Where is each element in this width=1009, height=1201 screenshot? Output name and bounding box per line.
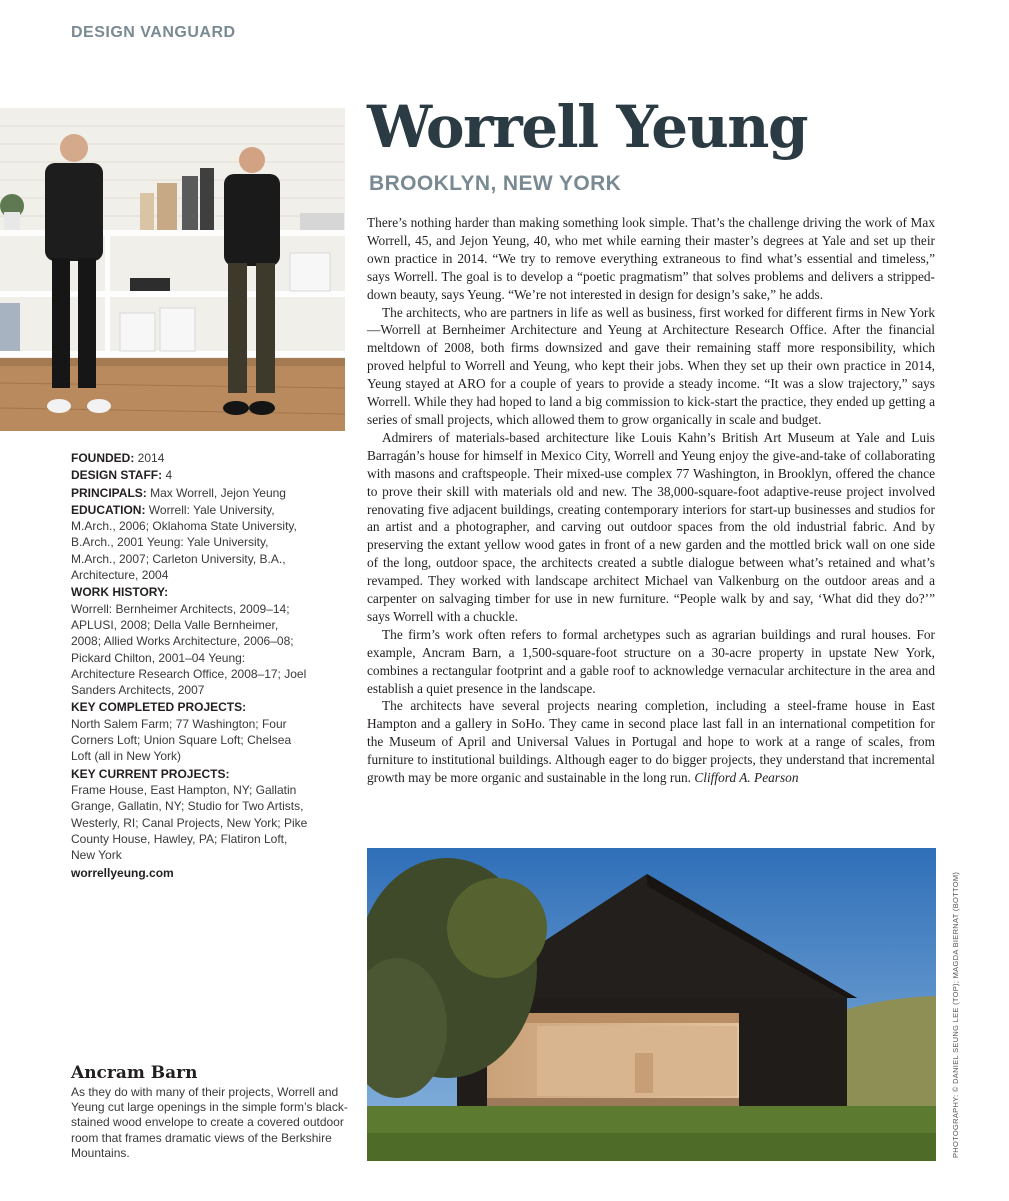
firm-facts-sidebar [71,450,311,882]
fact-founded [71,450,311,466]
fact-label: FOUNDED: [71,451,135,465]
fact-key-completed-projects [71,699,311,764]
fact-work-history [71,584,311,698]
website-link[interactable]: worrellyeung.com [71,866,174,881]
fact-label: KEY CURRENT PROJECTS: [71,766,230,781]
fact-value: 2014 [137,451,165,465]
article-paragraph: There’s nothing harder than making something look simple. That’s the challenge driving the work of Max Worrell, 45, and Jejon Yeung, 40, who met while earning their master’s degrees at Yale and set up their own practice in 2014. “We try to remove everything extraneous to find what’s essential and timeless,” says Worrell. The goal is to develop a “poetic pragmatism” that solves problems and delivers a stripped-down beauty, says Yeung. “We’re not interested in design for design’s sake,” he adds. [367,215,935,302]
fact-label: PRINCIPALS: [71,485,147,500]
section-label: DESIGN VANGUARD [71,24,236,41]
article-paragraph: Admirers of materials-based architecture like Louis Kahn’s British Art Museum at Yale and Luis Barragán’s house for himself in Mexico City, Worrell and Yeung enjoy the give-and-take of collaborating with masons and craftspeople. Their mixed-use complex 77 Washington, in Brooklyn, offered the chance to prove their skill with materials old and new. The 38,000-square-foot adaptive-reuse project involved renovating five adjacent buildings, creating contemporary interiors for start-up businesses and studios for an artist and a photographer, and carving out outdoor spaces from the old industrial fabric. And by preserving the extant yellow wood gates in front of a new garden and the mottled brick wall on one side of the long, outdoor space, the architects created a subtle dialogue between what’s retained and what’s revamped. They worked with landscape architect Michael van Valkenburg on the outdoor areas and a carpenter on salvaging timber for use in new furniture. “People walk by and say, ‘What did they do?’” says Worrell with a chuckle. [367,429,935,624]
fact-value: Max Worrell, Jejon Yeung [150,485,286,500]
fact-education [71,502,311,583]
photo-credit: PHOTOGRAPHY: © DANIEL SEUNG LEE (TOP); MAGDA BIERNAT (BOTTOM) [951,871,960,1158]
fact-label: KEY COMPLETED PROJECTS: [71,700,247,715]
article-body [367,214,935,787]
fact-label: EDUCATION: [71,502,146,517]
byline: Clifford A. Pearson [694,770,799,786]
fact-value: Worrell: Yale University, M.Arch., 2006; Oklahoma State University, B.Arch., 2001 Yeung: Yale University, M.Arch., 2007; Carleton University, B.A., Architecture, 2004 [71,502,297,583]
caption-title: Ancram Barn [71,1063,198,1083]
article-paragraph: The architects, who are partners in life as well as business, first worked for different firms in New York—Worrell at Bernheimer Architecture and Yeung at Architecture Research Office. After the financial meltdown of 2008, both firms downsized and gave their remaining staff more responsibility, which proved helpful to Worrell and Yeung, who kept their jobs. When they set up their own practice in 2014, Yeung stayed at ARO for a couple of years to provide a steady income. “It was a slow trajectory,” says Worrell. While they had hoped to land a big commission to kick-start the practice, they ended up getting a series of small projects, which allowed them to grow organically in scale and budget. [367,304,935,427]
firm-location: BROOKLYN, NEW YORK [369,172,622,195]
fact-key-current-projects [71,766,311,864]
article-paragraph-last [367,697,935,787]
fact-value: Frame House, East Hampton, NY; Gallatin Grange, Gallatin, NY; Studio for Two Artists, Westerly, RI; Canal Projects, New York; Pike County House, Hawley, PA; Flatiron Loft, New York [71,782,308,863]
fact-label: DESIGN STAFF: [71,468,163,483]
fact-design-staff [71,467,311,483]
caption-text: As they do with many of their projects, Worrell and Yeung cut large openings in the simple form’s black-stained wood envelope to create a covered outdoor room that frames dramatic views of the Berkshire Mountains. [71,1085,348,1160]
page-title: Worrell Yeung [367,93,808,161]
ancram-barn-photo [367,848,936,1161]
fact-label: WORK HISTORY: [71,585,169,600]
fact-value: North Salem Farm; 77 Washington; Four Corners Loft; Union Square Loft; Chelsea Loft (all in New York) [71,716,292,764]
fact-principals [71,485,311,501]
fact-value: 4 [165,468,173,483]
fact-value: Worrell: Bernheimer Architects, 2009–14; APLUSI, 2008; Della Valle Bernheimer, 2008; Allied Works Architecture, 2006–08; Pickard Chilton, 2001–04 Yeung: Architecture Research Office, 2008–17; Joel Sanders Architects, 2007 [71,601,307,698]
article-paragraph: The firm’s work often refers to formal archetypes such as agrarian buildings and rural houses. For example, Ancram Barn, a 1,500-square-foot structure on a 30-acre property in upstate New York, combines a rectangular footprint and a gable roof to acknowledge vernacular architecture in the area and establish a quiet presence in the landscape. [367,626,935,696]
architects-portrait-photo [0,108,345,431]
article-paragraph-text: The architects have several projects nearing completion, including a steel-frame house in East Hampton and a gallery in SoHo. They came in second place last fall in an international competition for the Museum of April and Universal Values in Portugal and hope to work at a range of scales, from furniture to institutional buildings. Although eager to do bigger projects, they understand that incremental growth may be more organic and sustainable in the long run. [367,698,935,786]
